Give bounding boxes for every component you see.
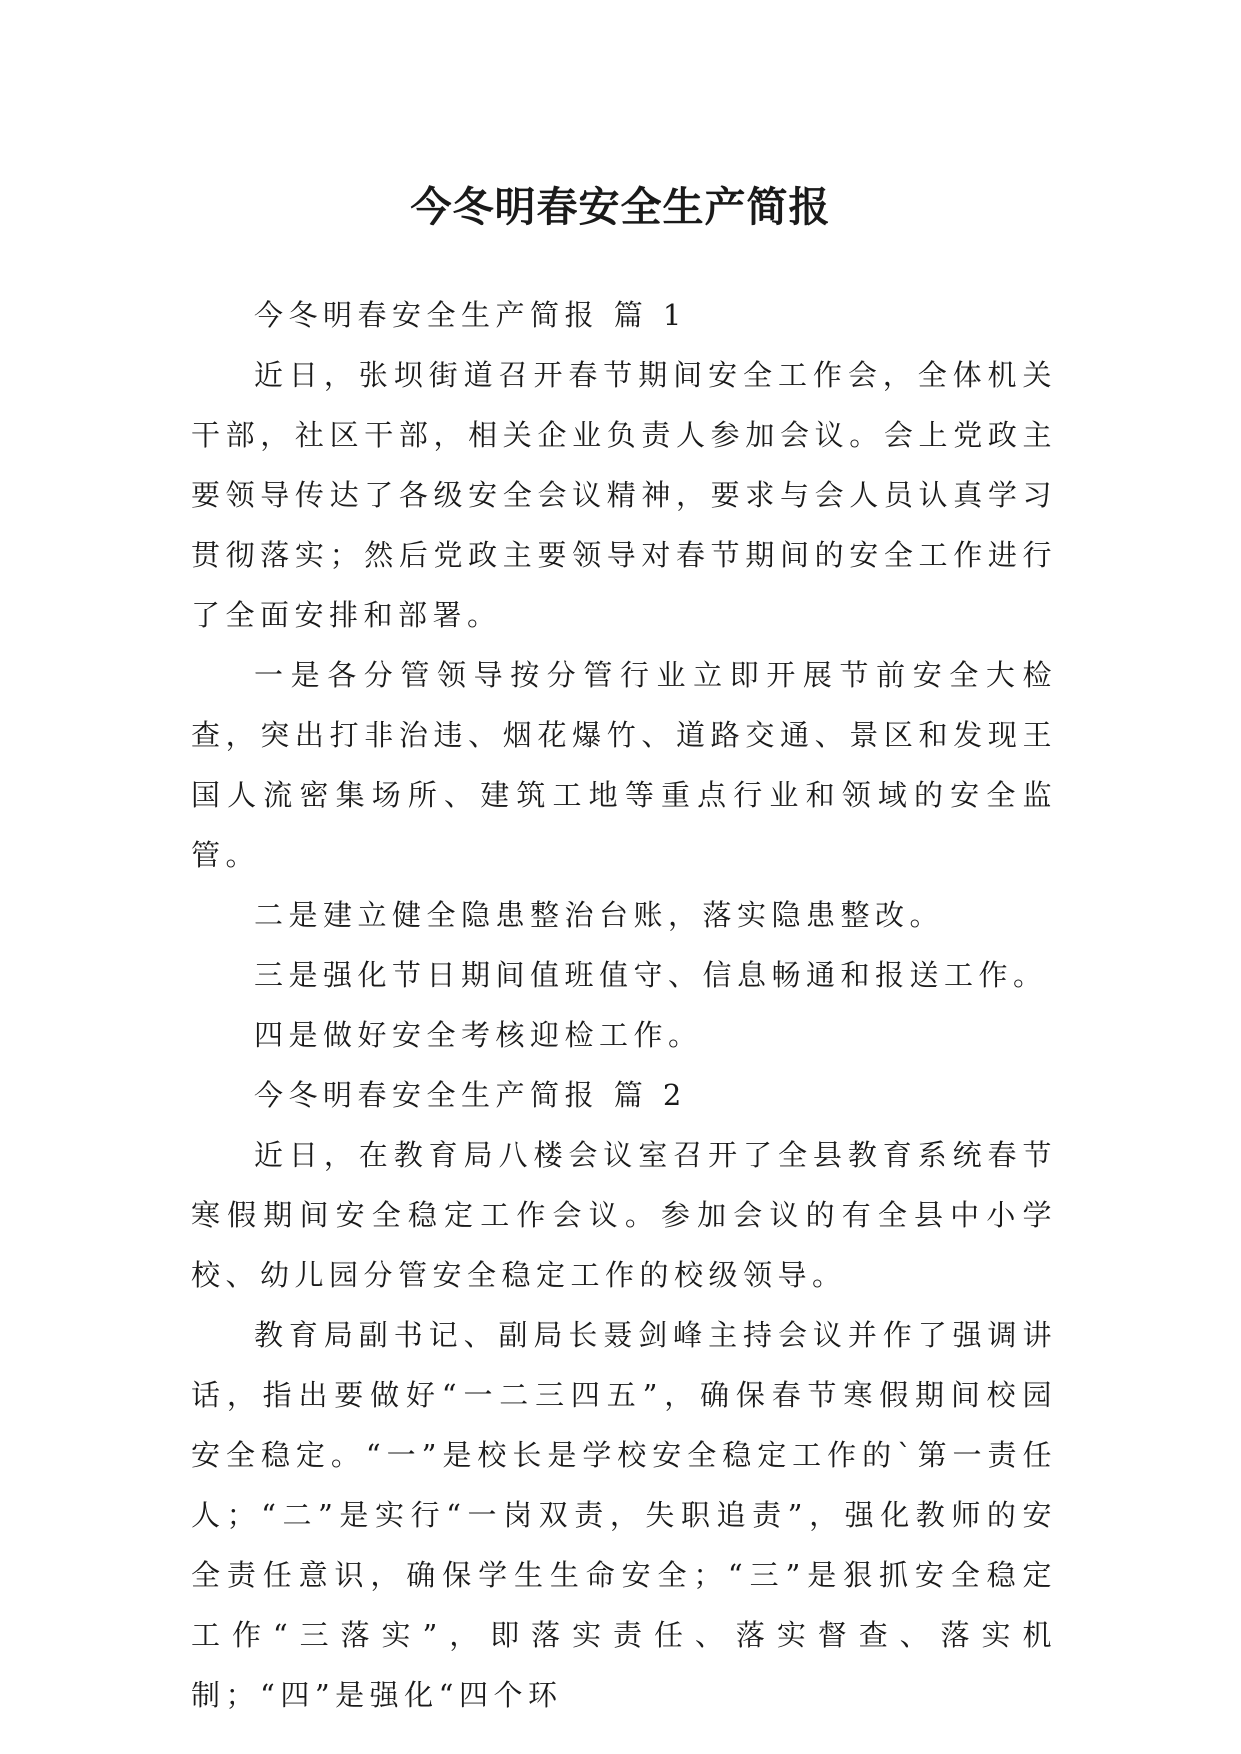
document-title: 今冬明春安全生产简报 xyxy=(410,183,831,232)
paragraph: 四是做好安全考核迎检工作。 xyxy=(254,1018,703,1052)
paragraph: 三是强化节日期间值班值守、信息畅通和报送工作。 xyxy=(254,958,1048,992)
section-heading: 今冬明春安全生产简报 篇 1 xyxy=(254,298,687,332)
paragraph: 近日，在教育局八楼会议室召开了全县教育系统春节寒假期间安全稳定工作会议。参加会议的有全县中小学校、幼儿园分管安全稳定工作的校级领导。 xyxy=(191,1138,1057,1292)
section-2 xyxy=(191,1065,1057,1725)
section-heading: 今冬明春安全生产简报 篇 2 xyxy=(254,1078,687,1112)
paragraph: 一是各分管领导按分管行业立即开展节前安全大检查，突出打非治违、烟花爆竹、道路交通、景区和发现王国人流密集场所、建筑工地等重点行业和领域的安全监管。 xyxy=(191,658,1057,872)
paragraph: 二是建立健全隐患整治台账，落实隐患整改。 xyxy=(254,898,945,932)
document-body xyxy=(191,285,1057,1725)
paragraph: 教育局副书记、副局长聂剑峰主持会议并作了强调讲话，指出要做好“一二三四五”，确保春节寒假期间校园安全稳定。“一”是校长是学校安全稳定工作的`第一责任人；“二”是实行“一岗双责，失职追责”，强化教师的安全责任意识，确保学生生命安全；“三”是狠抓安全稳定工作“三落实”，即落实责任、落实督查、落实机制；“四”是强化“四个环 xyxy=(191,1318,1057,1712)
section-1 xyxy=(191,285,1057,1065)
paragraph: 近日，张坝街道召开春节期间安全工作会，全体机关干部，社区干部，相关企业负责人参加会议。会上党政主要领导传达了各级安全会议精神，要求与会人员认真学习贯彻落实；然后党政主要领导对春节期间的安全工作进行了全面安排和部署。 xyxy=(191,358,1057,632)
